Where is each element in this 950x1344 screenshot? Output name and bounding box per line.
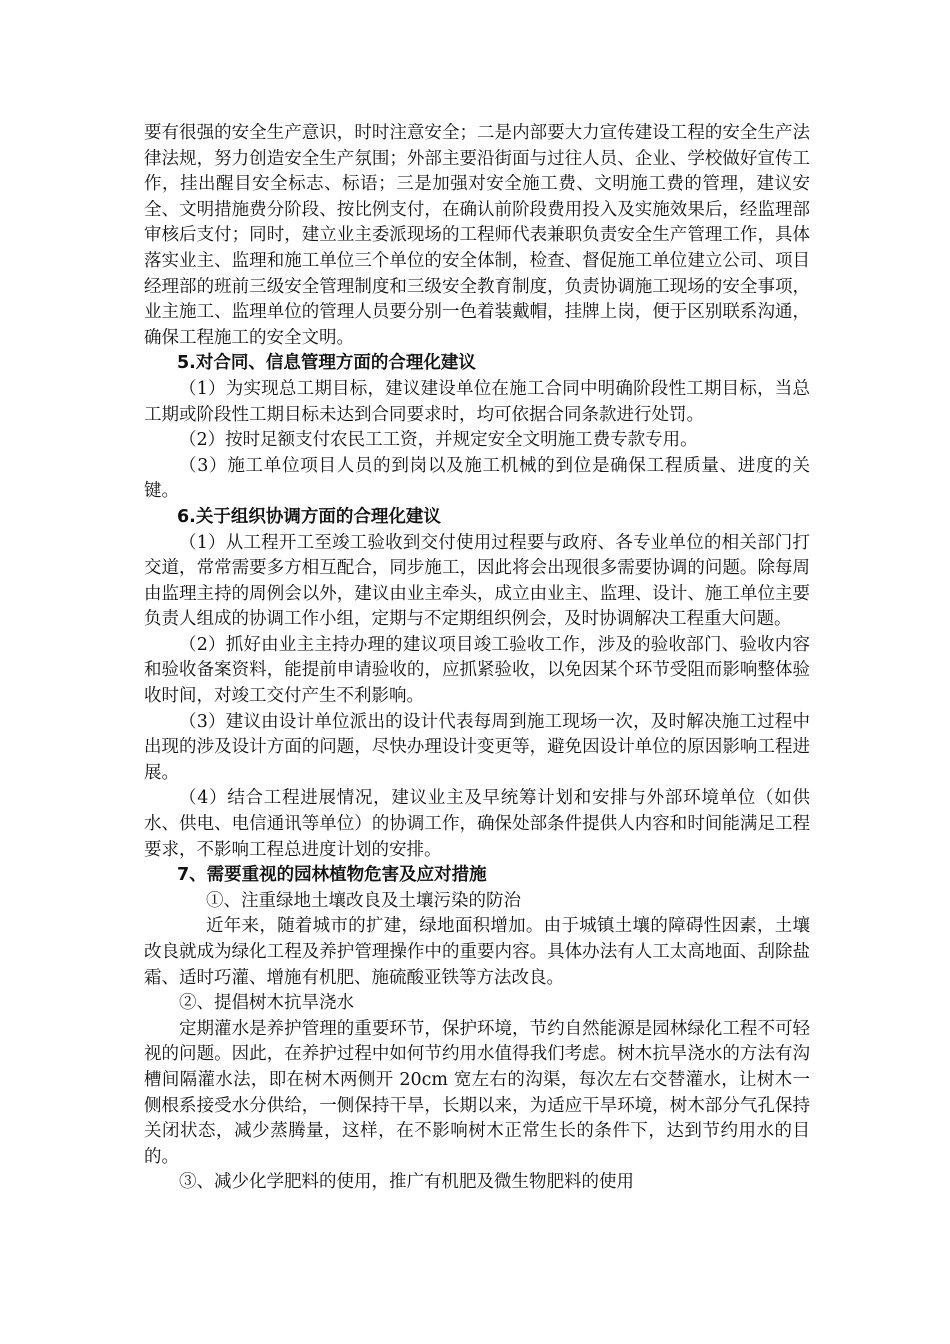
paragraph: （1）为实现总工期目标，建议建设单位在施工合同中明确阶段性工期目标，当总工期或阶段性工期目标未达到合同要求时，均可依据合同条款进行处罚。 — [144, 378, 810, 425]
paragraph: （2）抓好由业主主持办理的建议项目竣工验收工作，涉及的验收部门、验收内容和验收备案资料，能提前申请验收的，应抓紧验收，以免因某个环节受阻而影响整体验收时间，对竣工交付产生不利影响。 — [144, 634, 810, 707]
section-heading-7: 7、需要重视的园林植物危害及应对措施 — [177, 865, 487, 886]
paragraph: （3）建议由设计单位派出的设计代表每周到施工现场一次，及时解决施工过程中出现的涉及设计方面的问题，尽快办理设计变更等，避免因设计单位的原因影响工程进展。 — [144, 711, 810, 783]
subheading: ②、提倡树木抗旱浇水 — [179, 993, 354, 1014]
paragraph: 定期灌水是养护管理的重要环节，保护环境，节约自然能源是园林绿化工程不可轻视的问题。因此，在养护过程中如何节约用水值得我们考虑。树木抗旱浇水的方法有沟槽间隔灌水法，即在树木两侧开 20cm 宽左右的沟渠，每次左右交替灌水，让树木一侧根系接受水分供给，一侧保持干旱，长期以来，为适应干旱环境，树木部分气孔保持关闭状态，减少蒸腾量，这样，在不影响树木正常生长的条件下，达到节约用水的目的。 — [144, 1018, 810, 1167]
paragraph: （4）结合工程进展情况，建议业主及早统筹计划和安排与外部环境单位（如供水、供电、电信通讯等单位）的协调工作，确保处部条件提供人内容和时间能满足工程要求，不影响工程总进度计划的安排。 — [144, 788, 810, 860]
paragraph: （1）从工程开工至竣工验收到交付使用过程要与政府、各专业单位的相关部门打交道，常常需要多方相互配合，同步施工，因此将会出现很多需要协调的问题。除每周由监理主持的周例会以外，建议由业主牵头，成立由业主、监理、设计、施工单位主要负责人组成的协调工作小组，定期与不定期组织例会，及时协调解决工程重大问题。 — [144, 532, 810, 630]
section-heading-6: 6.关于组织协调方面的合理化建议 — [177, 506, 441, 527]
section-heading-5: 5.对合同、信息管理方面的合理化建议 — [177, 353, 476, 374]
paragraph: （3）施工单位项目人员的到岗以及施工机械的到位是确保工程质量、进度的关键。 — [144, 455, 810, 502]
paragraph: 近年来，随着城市的扩建，绿地面积增加。由于城镇土壤的障碍性因素，土壤改良就成为绿化工程及养护管理操作中的重要内容。具体办法有人工太高地面、刮除盐霜、适时巧灌、增施有机肥、施硫酸亚铁等方法改良。 — [144, 916, 810, 988]
subheading: ①、注重绿地土壤改良及土壤污染的防治 — [206, 890, 521, 911]
document-page — [144, 121, 810, 1196]
paragraph: 要有很强的安全生产意识，时时注意安全；二是内部要大力宣传建设工程的安全生产法律法规，努力创造安全生产氛围；外部主要沿街面与过往人员、企业、学校做好宣传工作，挂出醒目安全标志、标语；三是加强对安全施工费、文明施工费的管理，建议安全、文明措施费分阶段、按比例支付，在确认前阶段费用投入及实施效果后，经监理部审核后支付；同时，建立业主委派现场的工程师代表兼职负责安全生产管理工作，具体落实业主、监理和施工单位三个单位的安全体制，检查、督促施工单位建立公司、项目经理部的班前三级安全管理制度和三级安全教育制度，负责协调施工现场的安全事项，业主施工、监理单位的管理人员要分别一色着装戴帽，挂牌上岗，便于区别联系沟通，确保工程施工的安全文明。 — [144, 123, 810, 348]
paragraph: （2）按时足额支付农民工工资，并规定安全文明施工费专款专用。 — [179, 430, 698, 451]
subheading: ③、减少化学肥料的使用，推广有机肥及微生物肥料的使用 — [179, 1172, 634, 1193]
